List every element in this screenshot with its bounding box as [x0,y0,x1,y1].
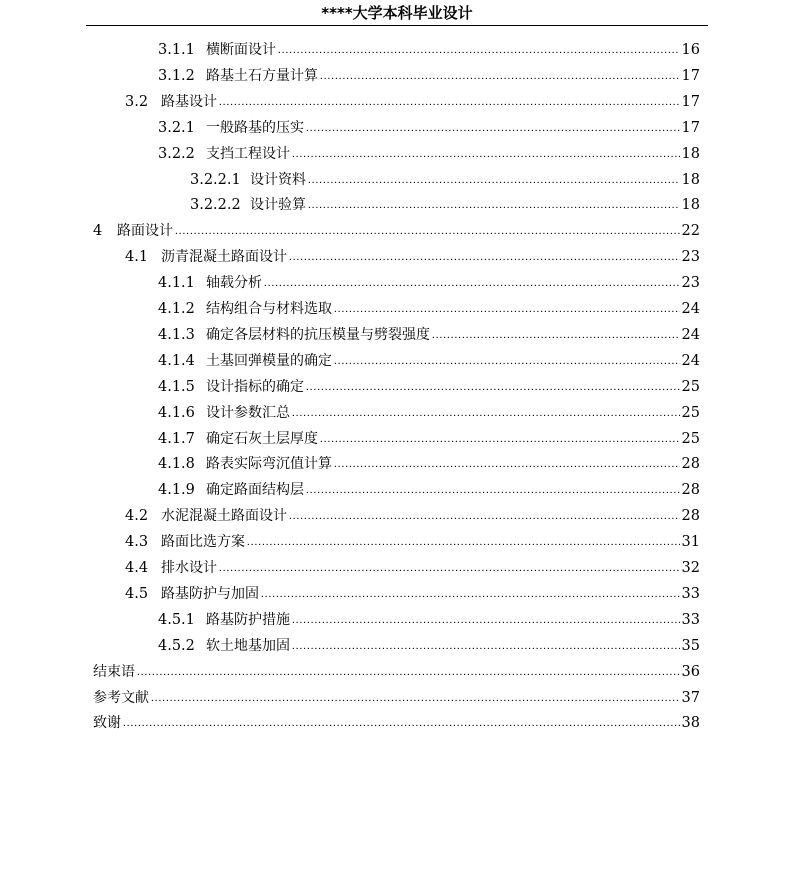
toc-entry-page-number: 17 [681,67,700,84]
toc-dot-leader [292,146,680,160]
toc-entry-page-number: 25 [681,404,700,421]
toc-entry-number: 3.2 [125,93,149,110]
toc-entry[interactable] [125,553,700,577]
toc-entry-title: 设计参数汇总 [206,404,290,421]
toc-entry[interactable] [158,475,700,499]
toc-entry-title: 设计指标的确定 [206,378,304,395]
toc-entry[interactable] [158,424,700,448]
toc-entry-page-number: 17 [681,119,700,136]
toc-entry-number: 4.5.1 [158,611,195,628]
toc-entry-title: 路基设计 [161,93,217,110]
toc-entry-title: 沥青混凝土路面设计 [161,249,287,266]
toc-entry-title: 路面比选方案 [161,534,245,551]
toc-entry[interactable] [158,398,700,422]
toc-entry-number: 3.1.1 [158,42,195,58]
toc-entry-page-number: 37 [681,689,700,706]
toc-entry-title: 软土地基加固 [206,637,290,654]
toc-dot-leader [292,612,680,626]
header-divider [86,25,708,26]
toc-entry-number: 4.2 [125,508,149,525]
toc-dot-leader [289,508,680,522]
toc-entry-page-number: 28 [681,508,700,525]
toc-entry-number: 4.1.6 [158,404,195,421]
toc-entry[interactable] [158,35,700,59]
toc-entry-page-number: 38 [681,715,700,732]
toc-entry[interactable] [190,165,700,189]
toc-entry[interactable] [158,605,700,629]
toc-entry-number: 4.1.7 [158,430,195,447]
toc-entry[interactable] [93,683,700,707]
toc-entry-title: 确定路面结构层 [206,482,304,499]
toc-dot-leader [306,120,680,134]
toc-entry-title: 横断面设计 [206,42,276,58]
toc-dot-leader [247,534,680,548]
toc-dot-leader [123,715,680,729]
toc-dot-leader [261,586,680,600]
toc-entry[interactable] [158,449,700,473]
toc-entry[interactable] [125,501,700,525]
toc-entry[interactable] [125,242,700,266]
toc-entry-title: 确定石灰土层厚度 [206,430,318,447]
toc-dot-leader [137,664,680,678]
toc-entry-number: 4.1 [125,249,149,266]
toc-entry-number: 4 [93,223,103,240]
toc-entry[interactable] [158,294,700,318]
toc-entry-title: 结构组合与材料选取 [206,301,332,317]
page-header: ****大学本科毕业设计 [321,4,473,22]
toc-entry[interactable] [158,372,700,396]
toc-entry-page-number: 35 [681,637,700,654]
toc-entry-title: 一般路基的压实 [206,119,304,136]
toc-entry-page-number: 23 [681,249,700,266]
toc-dot-leader [306,482,680,496]
toc-entry-title: 排水设计 [161,560,217,576]
toc-entry-page-number: 25 [681,378,700,395]
toc-entry-title: 路基防护与加固 [161,585,259,602]
toc-entry-number: 4.1.8 [158,456,195,473]
toc-entry[interactable] [158,268,700,292]
toc-entry-page-number: 32 [681,560,700,576]
toc-entry-number: 4.4 [125,560,149,576]
toc-entry-title: 参考文献 [93,689,149,706]
toc-entry[interactable] [93,216,700,240]
toc-entry-title: 路基土石方量计算 [206,67,318,84]
toc-dot-leader [219,94,680,108]
toc-entry-page-number: 36 [681,663,700,680]
toc-dot-leader [292,405,680,419]
toc-entry-page-number: 23 [681,275,700,292]
toc-entry-number: 4.1.1 [158,275,195,292]
toc-dot-leader [432,327,680,341]
toc-entry-number: 3.1.2 [158,67,195,84]
toc-entry-title: 致谢 [93,715,121,732]
toc-entry-page-number: 25 [681,430,700,447]
toc-entry[interactable] [158,61,700,85]
toc-entry-page-number: 28 [681,456,700,473]
toc-dot-leader [320,431,680,445]
toc-entry-title: 路面设计 [117,223,173,240]
toc-entry-page-number: 18 [681,145,700,162]
toc-entry-page-number: 31 [681,534,700,551]
toc-entry-page-number: 18 [681,197,700,214]
toc-entry-title: 确定各层材料的抗压模量与劈裂强度 [206,326,430,343]
toc-entry[interactable] [125,579,700,603]
toc-dot-leader [219,560,680,574]
toc-entry-number: 3.2.2.2 [190,197,241,214]
toc-entry-number: 4.1.3 [158,326,195,343]
toc-entry-number: 3.2.1 [158,119,195,136]
toc-dot-leader [334,456,680,470]
toc-dot-leader [308,197,680,211]
toc-entry[interactable] [158,139,700,163]
toc-entry[interactable] [158,320,700,344]
toc-entry[interactable] [158,346,700,370]
toc-entry-title: 设计验算 [250,197,306,214]
toc-entry-number: 3.2.2 [158,145,195,162]
toc-entry-number: 4.1.2 [158,301,195,317]
toc-dot-leader [292,638,680,652]
toc-dot-leader [289,249,680,263]
toc-entry-title: 路表实际弯沉值计算 [206,456,332,473]
toc-entry[interactable] [158,113,700,137]
toc-dot-leader [320,68,680,82]
toc-entry-page-number: 22 [681,223,700,240]
toc-entry-number: 4.1.5 [158,378,195,395]
toc-entry[interactable] [190,190,700,214]
toc-dot-leader [264,275,680,289]
toc-entry-title: 路基防护措施 [206,611,290,628]
toc-entry-number: 4.5 [125,585,149,602]
toc-entry-page-number: 18 [681,171,700,188]
toc-entry-page-number: 16 [681,42,700,58]
toc-dot-leader [308,172,680,186]
toc-entry-title: 土基回弹模量的确定 [206,352,332,369]
toc-entry-title: 支挡工程设计 [206,145,290,162]
toc-dot-leader [334,301,680,315]
toc-entry-number: 4.1.4 [158,352,195,369]
toc-entry-page-number: 24 [681,301,700,317]
toc-dot-leader [151,690,680,704]
toc-dot-leader [175,223,680,237]
toc-entry[interactable] [93,657,700,681]
toc-entry-page-number: 17 [681,93,700,110]
toc-entry[interactable] [93,708,700,732]
toc-dot-leader [306,379,680,393]
toc-dot-leader [334,353,680,367]
toc-entry[interactable] [158,631,700,655]
toc-entry-title: 结束语 [93,663,135,680]
toc-entry-title: 水泥混凝土路面设计 [161,508,287,525]
toc-entry-page-number: 33 [681,585,700,602]
toc-entry[interactable] [125,87,700,111]
toc-entry-page-number: 24 [681,326,700,343]
toc-entry-number: 4.3 [125,534,149,551]
toc-entry[interactable] [125,527,700,551]
toc-entry-title: 轴载分析 [206,275,262,292]
toc-entry-number: 4.1.9 [158,482,195,499]
toc-entry-page-number: 33 [681,611,700,628]
toc-entry-number: 3.2.2.1 [190,171,241,188]
toc-entry-page-number: 28 [681,482,700,499]
toc-entry-number: 4.5.2 [158,637,195,654]
toc-entry-page-number: 24 [681,352,700,369]
toc-dot-leader [278,42,680,56]
toc-entry-title: 设计资料 [250,171,306,188]
